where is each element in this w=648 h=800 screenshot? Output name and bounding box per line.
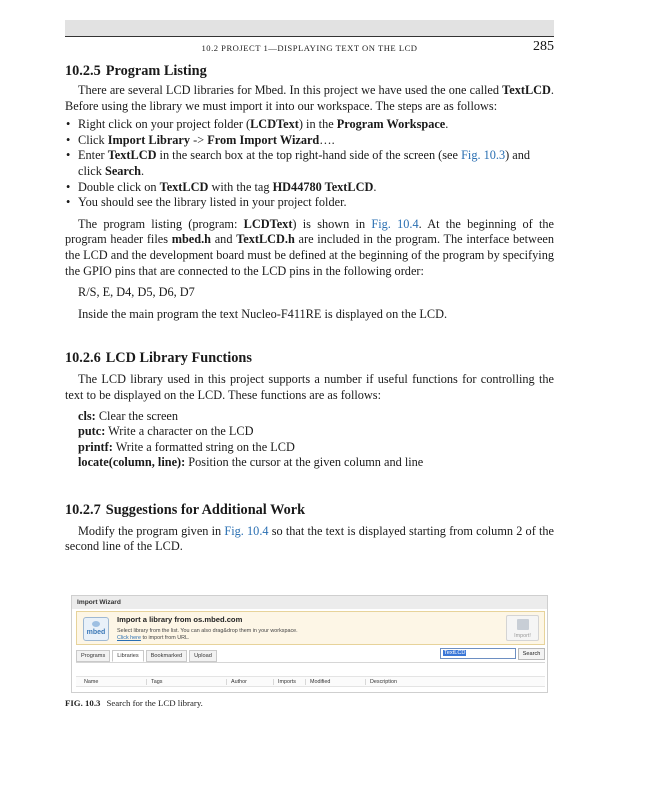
source-tabs	[76, 650, 219, 662]
import-banner	[76, 611, 545, 645]
column-name[interactable]: Name	[84, 679, 99, 685]
list-item: cls: Clear the screen	[78, 408, 179, 423]
header-rule	[65, 36, 554, 37]
column-tags[interactable]: Tags	[146, 679, 162, 685]
page-number: 285	[533, 39, 554, 54]
tab-bookmarked[interactable]: Bookmarked	[146, 650, 187, 662]
figure-link[interactable]: Fig. 10.4	[371, 216, 419, 231]
section-heading-10-2-7: 10.2.7 Suggestions for Additional Work	[65, 501, 306, 518]
tab-programs[interactable]: Programs	[76, 650, 110, 662]
running-head	[65, 40, 554, 58]
figure-caption	[65, 698, 203, 708]
import-button[interactable]: Import!	[506, 615, 539, 641]
import-steps-list	[65, 117, 554, 211]
section-heading-10-2-5: 10.2.5 Program Listing	[65, 63, 207, 79]
caption-text: Search for the LCD library.	[106, 698, 203, 708]
mbed-logo-icon: mbed	[83, 617, 109, 641]
function-list	[65, 409, 554, 471]
column-description[interactable]: Description	[365, 679, 397, 685]
page-top-bar	[65, 20, 554, 36]
import-wizard-screenshot	[71, 595, 548, 693]
list-item: printf: Write a formatted string on the LCD	[78, 439, 295, 454]
pin-order-line: R/S, E, D4, D5, D6, D7	[78, 285, 195, 300]
banner-instructions: Select library from the list. You can also drag&drop them in your workspace. Click here to import from URL.	[117, 628, 298, 641]
paragraph-program-listing: The program listing (program: LCDText) is shown in Fig. 10.4. At the beginning of the program header files mbed.h and TextLCD.h are included in the program. The interface between the LCD and the development board must be defined at the beginning of the program by specifying the GPIO pins that are connected to the LCD pins in the following order:	[65, 216, 555, 278]
column-modified[interactable]: Modified	[305, 679, 330, 685]
results-column-header	[76, 676, 545, 687]
list-item: putc: Write a character on the LCD	[78, 424, 254, 439]
import-url-link[interactable]: Click here	[117, 635, 141, 641]
paragraph-functions-intro: The LCD library used in this project supports a number if useful functions for controlling the text to be displayed on the LCD. These functions are as follows:	[65, 372, 554, 402]
tab-upload[interactable]: Upload	[189, 650, 217, 662]
paragraph-libraries-intro: There are several LCD libraries for Mbed. In this project we have used the one called TextLCD. Before using the library we must import it into our workspace. The steps are as follows:	[65, 83, 554, 113]
caption-label: FIG. 10.3	[65, 698, 101, 708]
tab-libraries[interactable]: Libraries	[112, 650, 143, 662]
list-item: • Enter TextLCD in the search box at the top right-hand side of the screen (see Fig. 10.3) and click Search.	[65, 148, 554, 179]
paragraph-additional-work: Modify the program given in Fig. 10.4 so that the text is displayed starting from column 2 of the second line of the LCD.	[65, 523, 554, 554]
list-item: • Click Import Library -> From Import Wizard….	[65, 133, 554, 149]
figure-link[interactable]: Fig. 10.4	[224, 523, 269, 538]
divider	[76, 662, 545, 663]
column-author[interactable]: Author	[226, 679, 247, 685]
list-item: • Double click on TextLCD with the tag HD44780 TextLCD.	[65, 180, 554, 196]
banner-title: Import a library from os.mbed.com	[117, 615, 243, 624]
list-item: • You should see the library listed in your project folder.	[65, 195, 554, 211]
section-heading-10-2-6: 10.2.6 LCD Library Functions	[65, 350, 252, 367]
search-button[interactable]: Search	[518, 648, 545, 660]
running-title: 10.2 PROJECT 1—DISPLAYING TEXT ON THE LCD	[201, 43, 418, 53]
paragraph-main-program: Inside the main program the text Nucleo-F411RE is displayed on the LCD.	[78, 306, 448, 321]
window-title: Import Wizard	[72, 596, 547, 609]
column-imports[interactable]: Imports	[273, 679, 296, 685]
page-content	[65, 62, 554, 555]
list-item: • Right click on your project folder (LCDText) in the Program Workspace.	[65, 117, 554, 133]
figure-link[interactable]: Fig. 10.3	[461, 148, 506, 163]
search-input[interactable]: TextLCD	[440, 648, 516, 659]
list-item: locate(column, line): Position the cursor at the given column and line	[78, 455, 424, 470]
